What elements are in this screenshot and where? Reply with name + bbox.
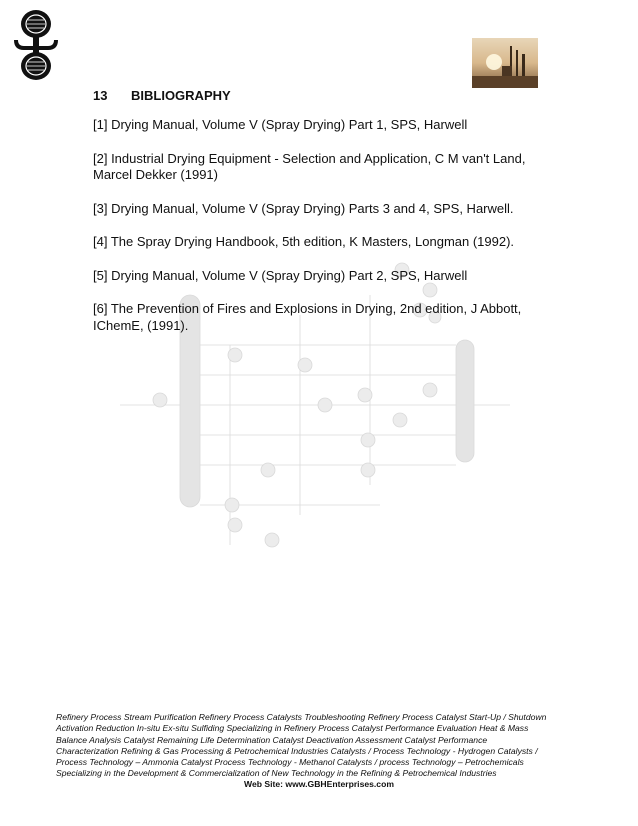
section-heading — [93, 88, 231, 103]
reference-item: [5] Drying Manual, Volume V (Spray Drying) Part 2, SPS, Harwell — [93, 267, 468, 283]
website-link[interactable]: Web Site: www.GBHEnterprises.com — [244, 779, 394, 789]
section-title: BIBLIOGRAPHY — [131, 88, 231, 103]
reference-item: [4] The Spray Drying Handbook, 5th edition, K Masters, Longman (1992). — [93, 234, 515, 249]
company-logo-icon — [10, 6, 62, 82]
footer-line: Refinery Process Stream Purification Refinery Process Catalysts Troubleshooting Refinery Process Catalyst Start-Up / Shutdown — [56, 712, 547, 722]
footer-services-text — [56, 712, 616, 780]
reference-item: [2] Industrial Drying Equipment - Selection and Application, C M van't Land, Marcel Dekker (1991) — [93, 150, 526, 182]
footer-line: Specializing in the Development & Commercialization of New Technology in the Refining & Petrochemical Industries — [56, 768, 497, 779]
reference-item: [1] Drying Manual, Volume V (Spray Drying) Part 1, SPS, Harwell — [93, 117, 468, 132]
reference-item: [6] The Prevention of Fires and Explosions in Drying, 2nd edition, J Abbott, IChemE, (1991). — [93, 301, 522, 333]
footer-line: Activation Reduction In-situ Ex-situ Sulfiding Specializing in Refinery Process Catalyst Performance Evaluation Heat & Mass — [56, 723, 529, 734]
reference-list — [93, 117, 533, 351]
footer-line: Balance Analysis Catalyst Remaining Life Determination Catalyst Deactivation Assessment Catalyst Performance — [56, 734, 488, 745]
section-number: 13 — [93, 88, 108, 103]
footer-line: Process Technology – Ammonia Catalyst Process Technology - Methanol Catalysts / process Technology – Petrochemicals — [56, 757, 524, 768]
footer-line: Characterization Refining & Gas Processing & Petrochemical Industries Catalysts / Process Technology - Hydrogen Catalysts / — [56, 745, 538, 756]
reference-item: [3] Drying Manual, Volume V (Spray Drying) Parts 3 and 4, SPS, Harwell. — [93, 200, 514, 216]
refinery-photo — [472, 38, 538, 88]
